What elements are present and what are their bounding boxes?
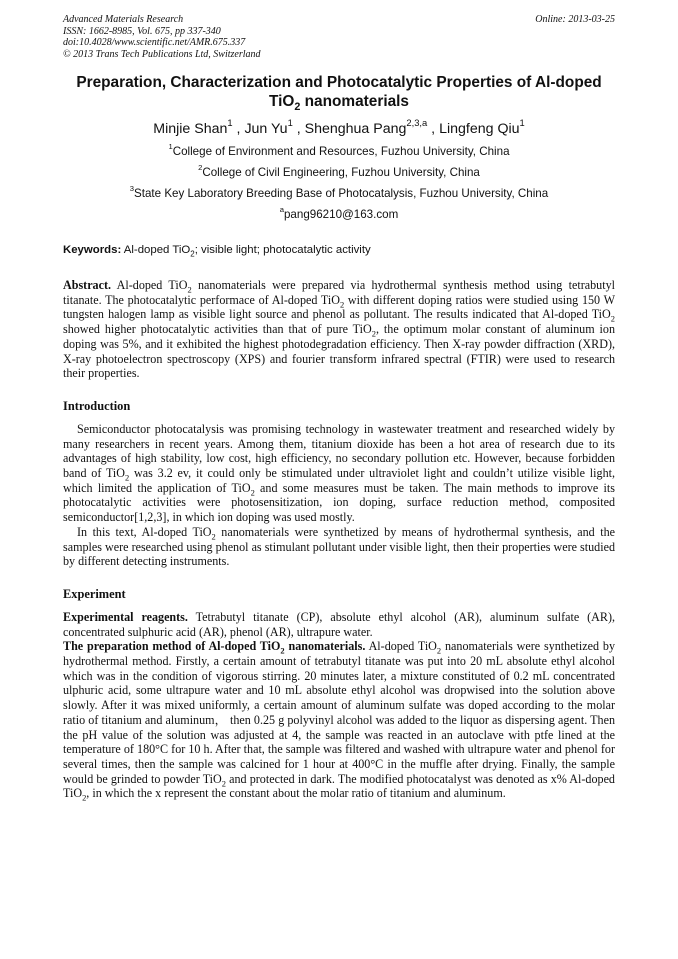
author-name: Minjie Shan [153, 121, 228, 137]
online-date: Online: 2013-03-25 [535, 14, 615, 25]
experiment-heading: Experiment [63, 586, 126, 601]
introduction-paragraph-2: In this text, Al-doped TiO$_2$ nanomaterials were synthetized by means of hydrothermal synthesis, and the samples were researched using phenol as stimulant pollutant under visible light, then their properties were studied by different detecting instruments. [63, 524, 615, 569]
title-line-1: Preparation, Characterization and Photocatalytic Properties of Al-doped [76, 74, 602, 91]
title-line-2: TiO$_2$ nanomaterials [268, 93, 409, 114]
paper-page [63, 14, 615, 801]
introduction-heading: Introduction [63, 398, 131, 413]
preparation-method: The preparation method of Al-doped TiO$_2$ nanomaterials. Al-doped TiO$_2$ nanomaterials were synthetized by hydrothermal method. Firstly, a certain amount of tetrabutyl titanate was put into 20 mL absolute ethyl alcohol which was in the condition of vigorous stirring. 20 minutes later, a mixture constituted of 0.2 mL concentrated ulphuric acid, some ultrapure water and 10 mL absolute ethyl alcohol was dropwised into the solution above slowly. After it was mixed uniformly, a certain amount of aluminum sulfate was doped according to the molar ratio of titanium and aluminum， then 0.25 g polyvinyl alcohol was added to the liquor as dispersing agent. Then the pH value of the solution was adjusted at 4, the sample was reacted in an autoclave with ptfe lined at the temperature of 180°C for 10 h. After that, the sample was filtered and washed with ultrapure water and phenol for several times, then the sample was calcined for 1 hour at 400°C in the muffle after drying. Finally, the sample would be grinded to powder TiO$_2$ and protected in dark. The modified photocatalyst was denoted as x% Al-doped TiO$_2$, in which the x represent the constant about the molar ratio of titanium and aluminum. [63, 639, 615, 803]
journal-name: Advanced Materials Research [63, 14, 184, 25]
author-name: Shenghua Pang [304, 121, 407, 137]
author-list: Minjie Shan$^1$ , Jun Yu$^1$ , Shenghua Pang$^{2,3,a}$ , Lingfeng Qiu$^1$ [153, 118, 525, 137]
affiliation-1: $^1$College of Environment and Resources, Fuzhou University, China [168, 142, 510, 158]
affiliation-2: $^2$College of Civil Engineering, Fuzhou University, China [198, 163, 480, 179]
author-name: Jun Yu [244, 121, 288, 137]
introduction-paragraph-1: Semiconductor photocatalysis was promising technology in wastewater treatment and researched widely by many researchers in recent years. Among them, titanium dioxide has been a hot area of research due to its advantages of high stability, low cost, high efficiency, no secondary pollution etc. However, because forbidden band of TiO$_2$ was 3.2 ev, it could only be stimulated under ultraviolet light and couldn’t utilize visible light, which limited the application of TiO$_2$ and some measures must be taken. The main methods to improve its photocatalytic activities were photosensitization, ion doping, surface reduction method, composited semiconductor[1,2,3], in which ion doping was used mostly. [63, 421, 616, 525]
keywords: Keywords: Al-doped TiO$_2$; visible light; photocatalytic activity [63, 244, 371, 259]
experimental-reagents: Experimental reagents. Tetrabutyl titanate (CP), absolute ethyl alcohol (AR), aluminum sulfate (AR), concentrated sulphuric acid (AR), phenol (AR), ultrapure water. [63, 609, 615, 639]
author-name: Lingfeng Qiu [439, 121, 520, 137]
doi-line: doi:10.4028/www.scientific.net/AMR.675.337 [63, 37, 246, 48]
abstract: Abstract. Al-doped TiO$_2$ nanomaterials were prepared via hydrothermal synthesis method using tetrabutyl titanate. The photocatalytic performace of Al-doped TiO$_2$ with different doping ratios were studied using 150 W tungsten halogen lamp as visible light source and phenol as pollutant. The results indicated that Al-doped TiO$_2$ showed higher photocatalytic activities than that of pure TiO$_2$, the optimum molar constant of aluminum ion doping was 5%, and it exhibited the highest photodegradation efficiency. Then X-ray powder diffraction (XRD), X-ray photoelectron spectroscopy (XPS) and fourier transform infrared spectral (FTIR) were used to research their properties. [63, 278, 615, 381]
affiliation-3: $^3$State Key Laboratory Breeding Base of Photocatalysis, Fuzhou University, China [129, 184, 549, 200]
journal-header [63, 14, 615, 60]
author-email: $^a$pang96210@163.com [279, 205, 399, 221]
copyright-line: © 2013 Trans Tech Publications Ltd, Switzerland [63, 48, 261, 60]
issn-line: ISSN: 1662-8985, Vol. 675, pp 337-340 [63, 25, 221, 37]
paper-title [63, 73, 615, 114]
